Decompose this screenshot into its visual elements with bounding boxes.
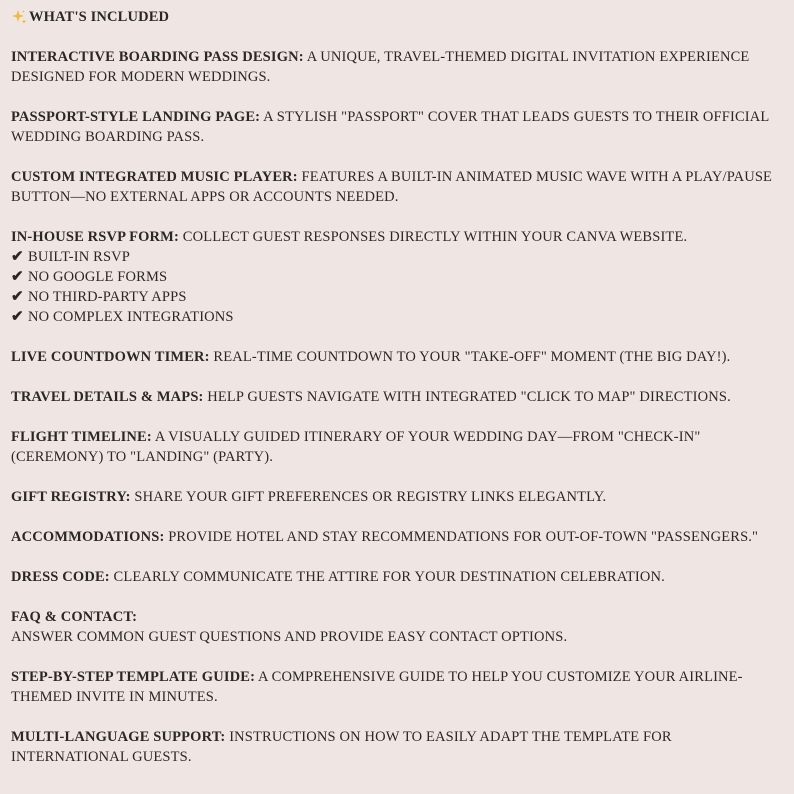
feature-rsvp-form (11, 227, 786, 327)
checkmark-icon: ✔ (11, 269, 24, 285)
checklist-item (11, 307, 786, 327)
checklist-item (11, 287, 786, 307)
checklist-item (11, 247, 786, 267)
feature-faq-contact (11, 607, 786, 647)
checklist-item-label: NO GOOGLE FORMS (28, 269, 168, 285)
feature-multi-language (11, 727, 786, 767)
feature-label: GIFT REGISTRY: (11, 489, 131, 505)
checkmark-icon: ✔ (11, 289, 24, 305)
checklist-item-label: BUILT-IN RSVP (28, 249, 130, 265)
checkmark-icon: ✔ (11, 249, 24, 265)
feature-description: PROVIDE HOTEL AND STAY RECOMMENDATIONS FOR OUT-OF-TOWN "PASSENGERS." (164, 529, 759, 545)
checklist-item-label: NO COMPLEX INTEGRATIONS (28, 309, 234, 325)
feature-description: INSTRUCTIONS ON HOW TO EASILY ADAPT THE TEMPLATE FOR INTERNATIONAL GUESTS. (11, 729, 672, 765)
feature-description: ANSWER COMMON GUEST QUESTIONS AND PROVIDE EASY CONTACT OPTIONS. (11, 629, 568, 645)
feature-label: MULTI-LANGUAGE SUPPORT: (11, 729, 226, 745)
feature-music-player (11, 167, 786, 207)
feature-passport-landing (11, 107, 786, 147)
feature-description: A UNIQUE, TRAVEL-THEMED DIGITAL INVITATION EXPERIENCE DESIGNED FOR MODERN WEDDINGS. (11, 49, 750, 85)
feature-countdown-timer (11, 347, 786, 367)
feature-description: CLEARLY COMMUNICATE THE ATTIRE FOR YOUR DESTINATION CELEBRATION. (109, 569, 665, 585)
feature-label: TRAVEL DETAILS & MAPS: (11, 389, 204, 405)
feature-label: DRESS CODE: (11, 569, 110, 585)
feature-description: REAL-TIME COUNTDOWN TO YOUR "TAKE-OFF" MOMENT (THE BIG DAY!). (209, 349, 731, 365)
feature-description: HELP GUESTS NAVIGATE WITH INTEGRATED "CLICK TO MAP" DIRECTIONS. (203, 389, 731, 405)
checkmark-icon: ✔ (11, 309, 24, 325)
sparkle-icon (11, 9, 27, 25)
feature-description: A COMPREHENSIVE GUIDE TO HELP YOU CUSTOMIZE YOUR AIRLINE-THEMED INVITE IN MINUTES. (11, 669, 743, 705)
feature-label: STEP-BY-STEP TEMPLATE GUIDE: (11, 669, 256, 685)
feature-template-guide (11, 667, 786, 707)
heading-title: WHAT'S INCLUDED (29, 8, 170, 25)
feature-travel-maps (11, 387, 786, 407)
feature-label: PASSPORT-STYLE LANDING PAGE: (11, 109, 261, 125)
feature-description: SHARE YOUR GIFT PREFERENCES OR REGISTRY LINKS ELEGANTLY. (130, 489, 607, 505)
feature-label: CUSTOM INTEGRATED MUSIC PLAYER: (11, 169, 298, 185)
feature-label: LIVE COUNTDOWN TIMER: (11, 349, 210, 365)
feature-label: ACCOMMODATIONS: (11, 529, 165, 545)
feature-description: A VISUALLY GUIDED ITINERARY OF YOUR WEDDING DAY—FROM "CHECK-IN" (CEREMONY) TO "LANDING" (PARTY). (11, 429, 701, 465)
feature-label: IN-HOUSE RSVP FORM: (11, 229, 179, 245)
feature-description: COLLECT GUEST RESPONSES DIRECTLY WITHIN YOUR CANVA WEBSITE. (179, 229, 688, 245)
feature-description: FEATURES A BUILT-IN ANIMATED MUSIC WAVE WITH A PLAY/PAUSE BUTTON—NO EXTERNAL APPS OR ACCOUNTS NEEDED. (11, 169, 773, 205)
feature-dress-code (11, 567, 786, 587)
feature-gift-registry (11, 487, 786, 507)
feature-boarding-pass (11, 47, 786, 87)
checklist-item-label: NO THIRD-PARTY APPS (28, 289, 187, 305)
feature-label: INTERACTIVE BOARDING PASS DESIGN: (11, 49, 304, 65)
feature-description: A STYLISH "PASSPORT" COVER THAT LEADS GUESTS TO THEIR OFFICIAL WEDDING BOARDING PASS. (11, 109, 769, 145)
rsvp-checklist (11, 247, 786, 327)
checklist-item (11, 267, 786, 287)
feature-label: FAQ & CONTACT: (11, 609, 138, 625)
feature-line (11, 227, 786, 247)
feature-flight-timeline (11, 427, 786, 467)
feature-accommodations (11, 527, 786, 547)
feature-label: FLIGHT TIMELINE: (11, 429, 152, 445)
section-heading (11, 7, 786, 27)
